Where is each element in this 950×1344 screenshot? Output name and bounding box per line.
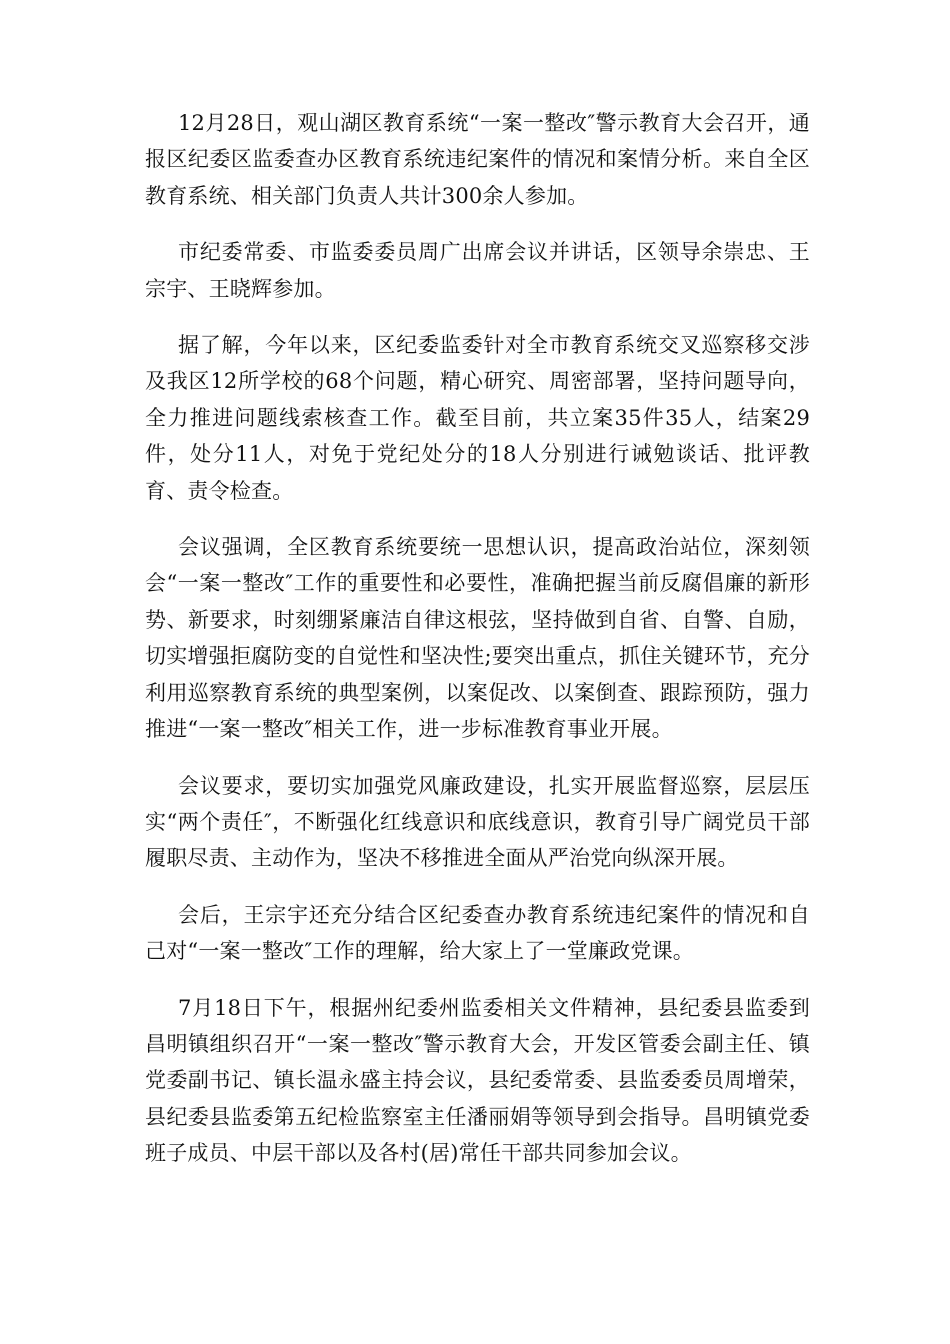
paragraph-5: 会议要求，要切实加强党风廉政建设，扎实开展监督巡察，层层压实“两个责任″，不断强化红线意识和底线意识，教育引导广阔党员干部履职尽责、主动作为，坚决不移推进全面从严治党向纵深开展。 [145,773,810,871]
paragraph-1: 12月28日，观山湖区教育系统“一案一整改″警示教育大会召开，通报区纪委区监委查办区教育系统违纪案件的情况和案情分析。来自全区教育系统、相关部门负责人共计300余人参加。 [145,111,810,208]
paragraph-4: 会议强调，全区教育系统要统一思想认识，提高政治站位，深刻领会“一案一整改″工作的重要性和必要性，准确把握当前反腐倡廉的新形势、新要求，时刻绷紧廉洁自律这根弦，坚持做到自省、自警、自励，切实增强拒腐防变的自觉性和坚决性;要突出重点，抓住关键环节，充分利用巡察教育系统的典型案例，以案促改、以案倒查、跟踪预防，强力推进“一案一整改″相关工作，进一步标准教育事业开展。 [145,535,810,742]
paragraph-3: 据了解，今年以来，区纪委监委针对全市教育系统交叉巡察移交涉及我区12所学校的68个问题，精心研究、周密部署，坚持问题导向，全力推进问题线索核查工作。截至目前，共立案35件35人，结案29件，处分11人，对免于党纪处分的18人分别进行诫勉谈话、批评教育、责令检查。 [145,333,811,503]
paragraph-6: 会后，王宗宇还充分结合区纪委查办教育系统违纪案件的情况和自己对“一案一整改″工作的理解，给大家上了一堂廉政党课。 [145,902,810,964]
paragraph-7: 7月18日下午，根据州纪委州监委相关文件精神，县纪委县监委到昌明镇组织召开“一案一整改″警示教育大会，开发区管委会副主任、镇党委副书记、镇长温永盛主持会议，县纪委常委、县监委委员周增荣，县纪委县监委第五纪检监察室主任潘丽娟等领导到会指导。昌明镇党委班子成员、中层干部以及各村(居)常任干部共同参加会议。 [145,995,810,1166]
paragraph-2: 市纪委常委、市监委委员周广出席会议并讲话，区领导余崇忠、王宗宇、王晓辉参加。 [145,240,810,301]
document-body [145,105,810,1192]
